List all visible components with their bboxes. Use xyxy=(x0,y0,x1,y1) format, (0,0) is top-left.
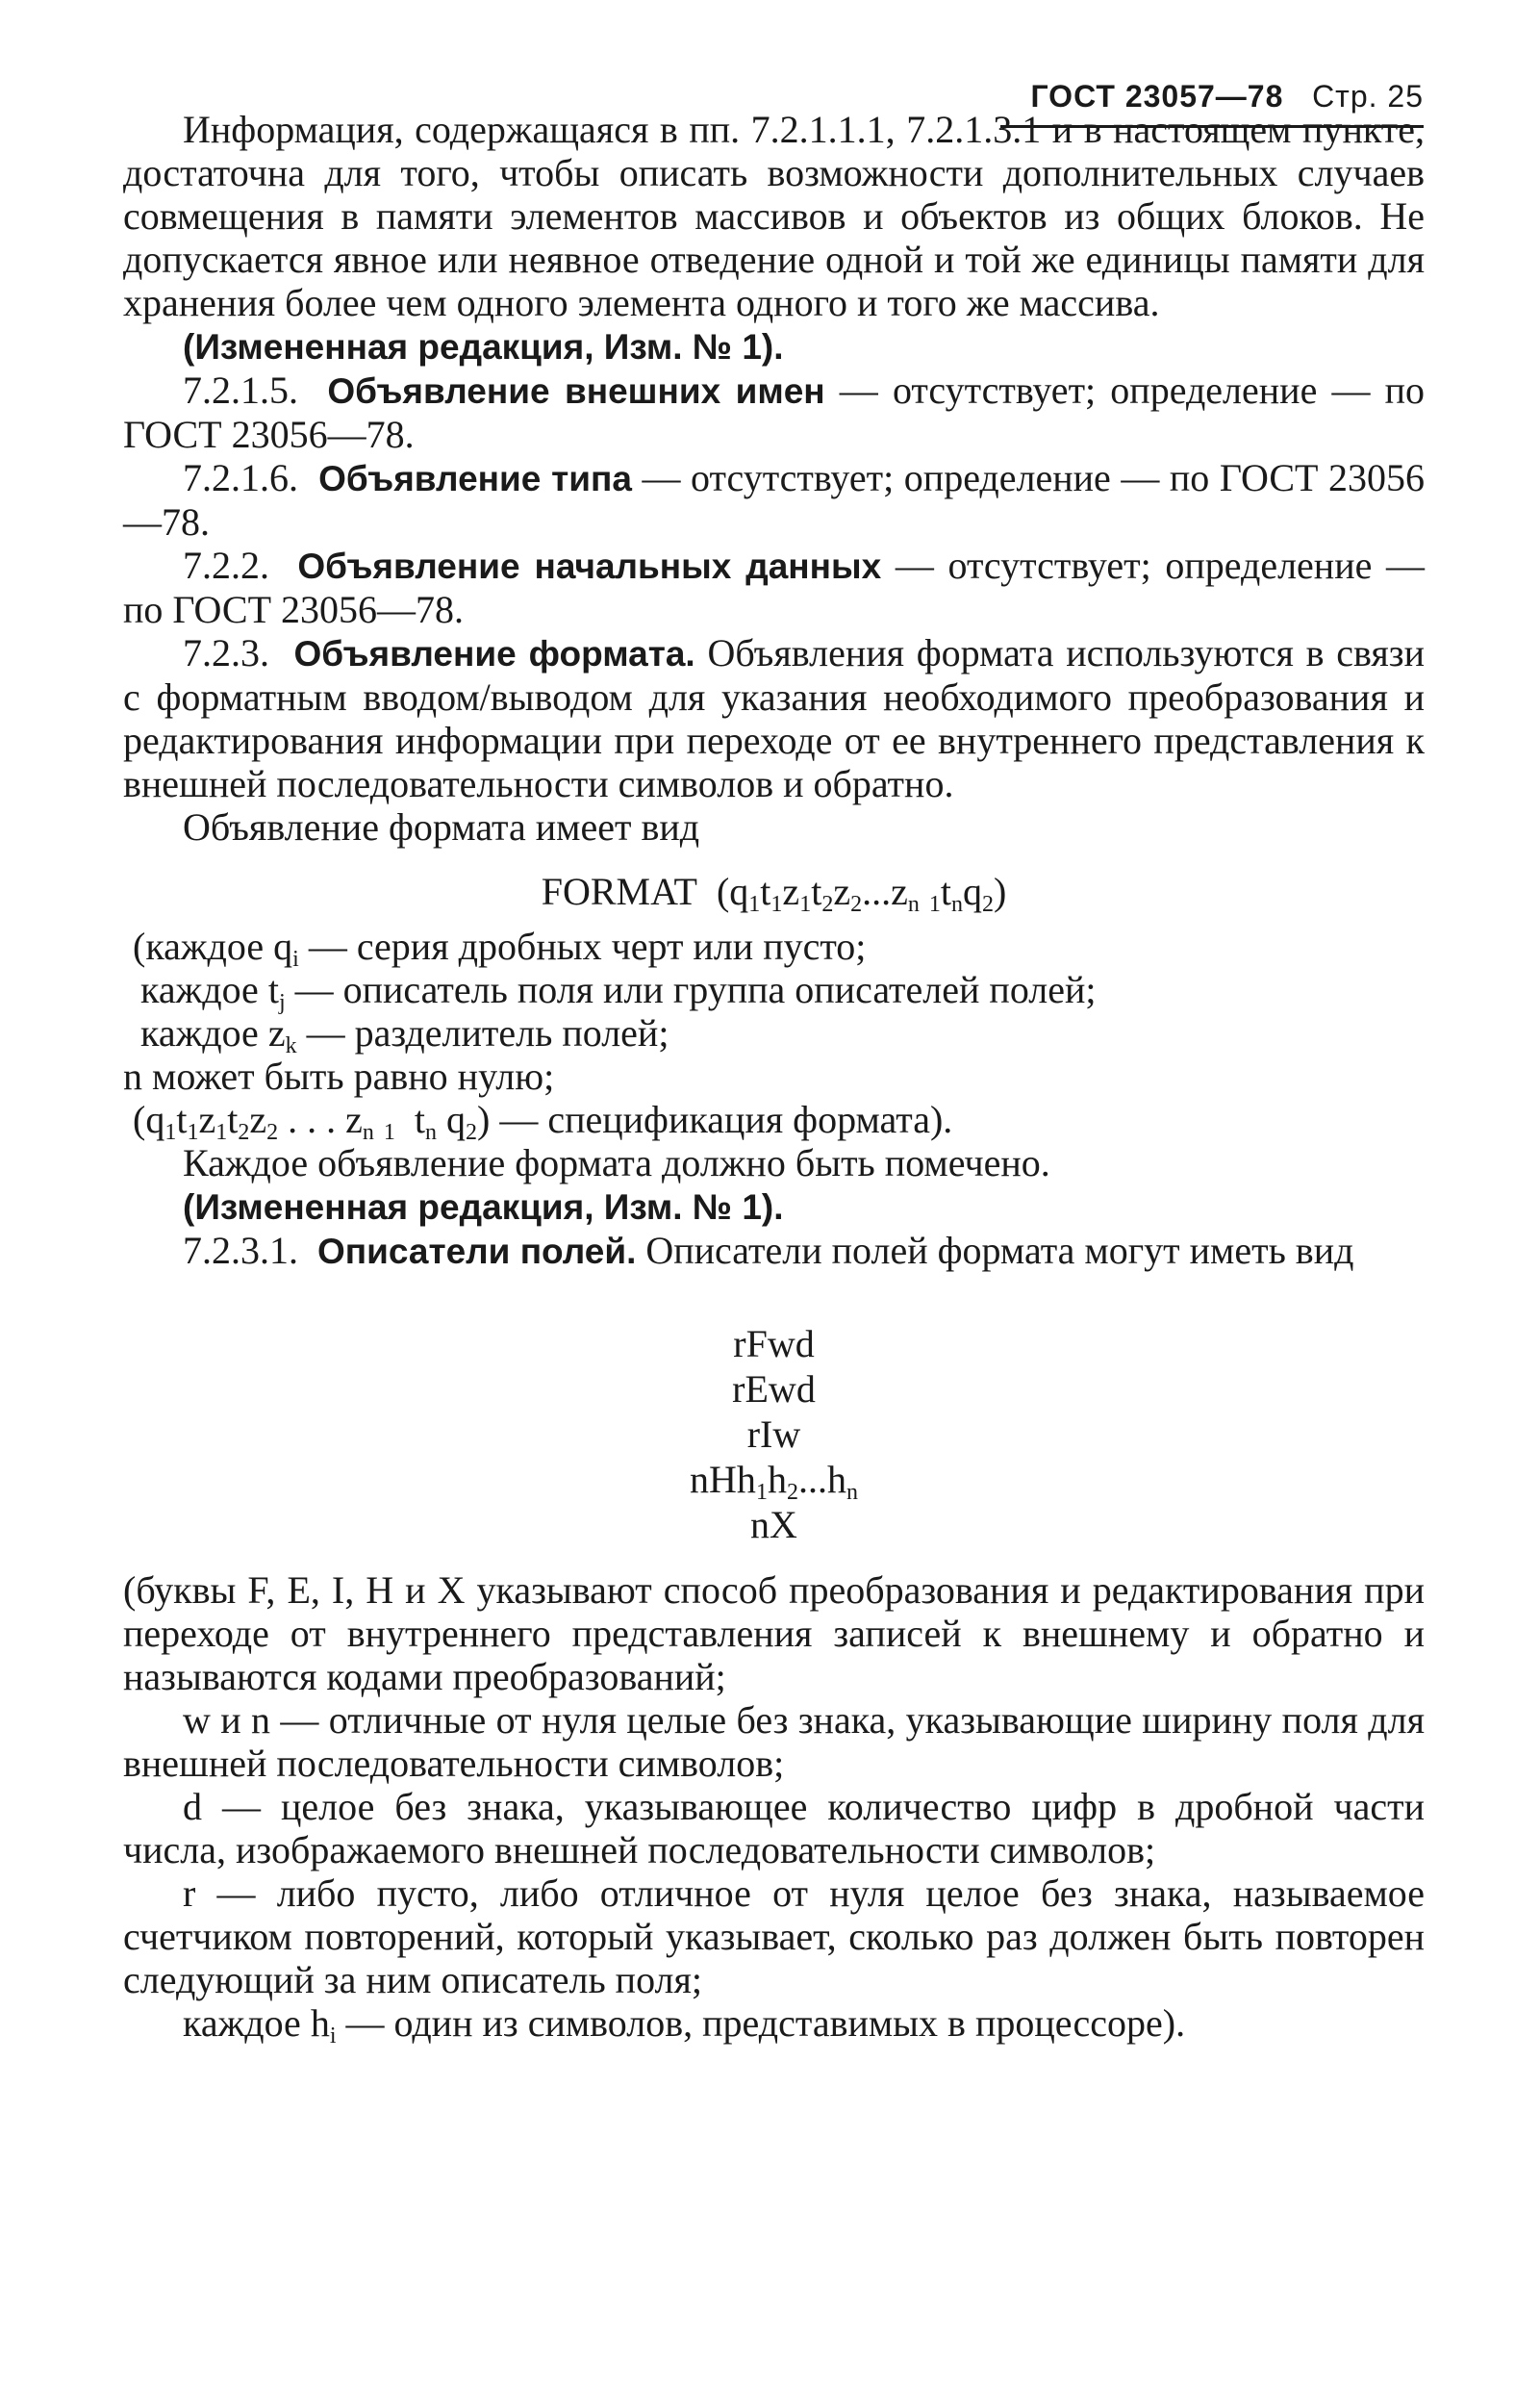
explanation-t: каждое $t_j$ — описатель поля или группа описателей полей; xyxy=(140,968,1097,1015)
page-number: Стр. 25 xyxy=(1312,79,1424,114)
standard-number: ГОСТ 23057—78 xyxy=(1030,79,1284,114)
paragraph-h: каждое $h_i$ — один из символов, представимых в процессоре). xyxy=(183,2001,1186,2048)
descriptor-e: rEwd xyxy=(732,1367,816,1411)
format-explanation xyxy=(123,925,1425,1145)
labeled-note: Каждое объявление формата должно быть помечено. xyxy=(183,1141,1050,1184)
section-number: 7.2.3. xyxy=(183,631,269,674)
section-title: Объявление начальных данных xyxy=(297,547,882,586)
section-7-2-1-6 xyxy=(123,456,1425,544)
format-formula: FORMAT ($q_1t_1z_1t_2z_2...z_n$ $_1t_nq_2$) xyxy=(541,870,1007,917)
descriptor-h: $nHh_1h_2...h_n$ xyxy=(690,1458,858,1505)
paragraph-w-n: w и n — отличные от нуля целые без знака, указывающие ширину поля для внешней последовательности символов; xyxy=(123,1698,1425,1785)
amendment-note-2 xyxy=(123,1184,1425,1229)
amendment-text: (Измененная редакция, Изм. № 1). xyxy=(183,327,784,367)
section-title: Объявление внешних имен xyxy=(327,371,825,411)
section-number: 7.2.2. xyxy=(183,544,269,587)
section-title: Объявление формата. xyxy=(293,634,695,674)
amendment-note-1 xyxy=(123,324,1425,369)
section-7-2-1-5 xyxy=(123,369,1425,456)
section-7-2-3 xyxy=(123,631,1425,805)
section-number: 7.2.3.1. xyxy=(183,1229,298,1272)
amendment-text: (Измененная редакция, Изм. № 1). xyxy=(183,1187,784,1227)
explanation-z: каждое $z_k$ — разделитель полей; xyxy=(140,1011,669,1058)
explanation-n: n может быть равно нулю; xyxy=(123,1055,555,1098)
page-body xyxy=(123,108,1426,2048)
section-text: — отсутствует; определение — по ГОСТ 23056—78. xyxy=(123,369,1426,456)
descriptor-x: nX xyxy=(750,1503,797,1546)
section-7-2-2 xyxy=(123,544,1425,631)
descriptor-i: rIw xyxy=(746,1412,801,1456)
section-title: Объявление типа xyxy=(318,459,632,498)
paragraph-letters: (буквы F, E, I, H и X указывают способ преобразования и редактирования при переходе от внутреннего представления записей к внешнему и обратно и называются кодами преобразований; xyxy=(123,1568,1425,1698)
section-number: 7.2.1.5. xyxy=(183,369,298,412)
paragraph-r: r — либо пусто, либо отличное от нуля целое без знака, называемое счетчиком повторений, который указывает, сколько раз должен быть повторен следующий за ним описатель поля; xyxy=(123,1871,1425,2001)
descriptor-f: rFwd xyxy=(733,1322,815,1365)
section-text: — отсутствует; определение — по ГОСТ 23056—78. xyxy=(123,544,1426,631)
explanation-q: (каждое $q_i$ — серия дробных черт или пусто; xyxy=(133,925,867,972)
explanation-spec: ($q_1t_1z_1t_2z_2$ . . . $z_n$ $_1$ $t_n$ $q_2$) — спецификация формата). xyxy=(133,1098,953,1145)
field-descriptors xyxy=(123,1321,1425,1547)
paragraph-info: Информация, содержащаяся в пп. 7.2.1.1.1, 7.2.1.3.1 и в настоящем пункте, достаточна для того, чтобы описать возможности дополнительных случаев совмещения в памяти элементов массивов и объектов из общих блоков. Не допускается явное или неявное отведение одной и той же единицы памяти для хранения более чем одного элемента одного и того же массива. xyxy=(123,108,1425,324)
section-number: 7.2.1.6. xyxy=(183,456,298,499)
section-text: — отсутствует; определение — по ГОСТ 23056—78. xyxy=(123,456,1426,544)
section-title: Описатели полей. xyxy=(317,1232,637,1271)
section-7-2-3-1 xyxy=(123,1229,1425,1273)
paragraph-d: d — целое без знака, указывающее количество цифр в дробной части числа, изображаемого внешней последовательности символов; xyxy=(123,1785,1425,1871)
section-text: Описатели полей формата могут иметь вид xyxy=(645,1229,1354,1272)
format-intro: Объявление формата имеет вид xyxy=(183,805,700,849)
section-text: Объявления формата используются в связи с форматным вводом/выводом для указания необходимого преобразования и редактирования информации при переходе от ее внутреннего представления к внешней последовательности символов и обратно. xyxy=(123,631,1425,805)
